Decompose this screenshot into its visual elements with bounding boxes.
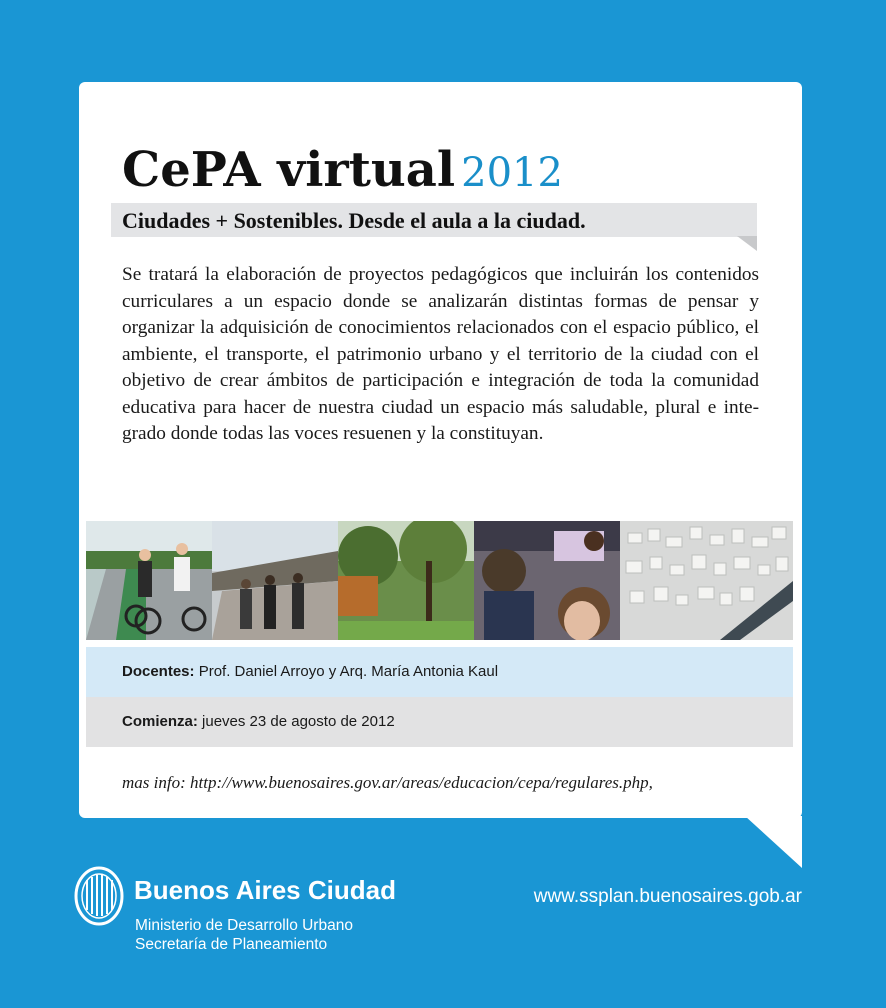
buenos-aires-emblem-icon	[74, 866, 124, 926]
description-paragraph	[122, 262, 759, 448]
photo-strip	[86, 521, 793, 640]
docentes-value: Prof. Daniel Arroyo y Arq. María Antonia Kaul	[198, 663, 499, 680]
docentes-row	[86, 647, 793, 697]
comienza-label: Comienza:	[122, 713, 198, 730]
photo-park	[338, 521, 474, 640]
comienza-row	[86, 697, 793, 747]
photo-classroom	[474, 521, 620, 640]
photo-walkway	[212, 521, 338, 640]
org-name: Buenos Aires Ciudad	[134, 875, 396, 905]
subtitle-banner-fold	[737, 236, 757, 251]
website-link[interactable]: www.ssplan.buenosaires.gob.ar	[533, 886, 802, 907]
ministry-name: Ministerio de Desarrollo Urbano	[135, 917, 353, 934]
subtitle: Ciudades + Sostenibles. Desde el aula a la ciudad.	[122, 208, 586, 233]
photo-cyclists	[86, 521, 212, 640]
more-info-link[interactable]: mas info: http://www.buenosaires.gov.ar/areas/educacion/cepa/regulares.php,	[122, 773, 653, 792]
page-title	[122, 140, 563, 203]
speech-bubble-tail	[745, 816, 802, 868]
description-text: Se tratará la elaboración de proyectos pedagógicos que incluirán los contenidos curriculares a un espacio donde se analizarán distintas formas de pensar y organizar la adquisición de conocimientos relacionados con el espacio público, el ambiente, el transporte, el patrimonio urbano y el territorio de la ciudad con el objetivo de crear ámbitos de participación e integración de toda la comunidad educativa para hacer de nuestra ciudad un espacio más saludable, plural e integrado donde todas las voces resuenen y la constituyan.	[122, 264, 759, 444]
docentes-label: Docentes:	[122, 663, 195, 680]
title-year: 2012	[461, 150, 563, 196]
comienza-value: jueves 23 de agosto de 2012	[202, 713, 395, 730]
photo-city-model	[620, 521, 793, 640]
title-text: CePA virtual	[122, 142, 456, 198]
secretariat-name: Secretaría de Planeamiento	[135, 936, 328, 953]
